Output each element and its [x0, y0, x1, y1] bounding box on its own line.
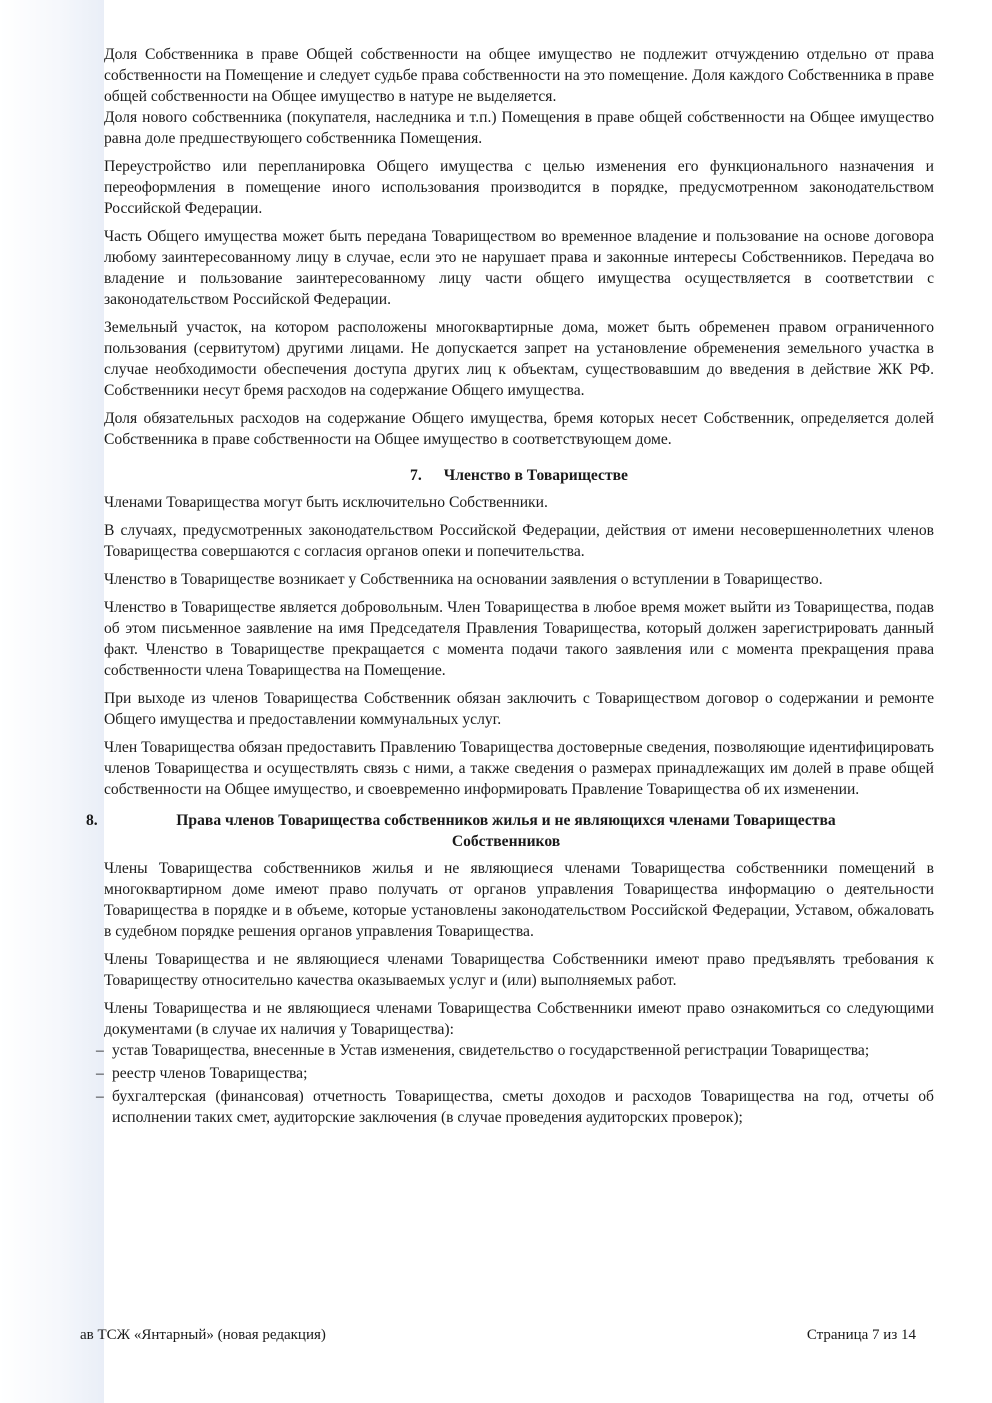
paragraph: Член Товарищества обязан предоставить Правлению Товарищества достоверные сведения, позволяющие идентифицировать членов Товарищества и осуществлять связь с ними, а также сведения о размерах принадлежащих им долей в праве общей собственности на Общее имущество, и своевременно информировать Правление Товарищества об их изменении. [104, 739, 934, 798]
paragraph: Переустройство или перепланировка Общего имущества с целью изменения его функционального назначения и переоформления в помещение иного использования производится в порядке, предусмотренном законодательством Российской Федерации. [104, 158, 934, 217]
section-title-line-1: Права членов Товарищества собственников жилья и не являющихся членами Товарищества [176, 812, 836, 829]
section-8-heading [86, 810, 934, 852]
list-dash-marker: – [96, 1042, 104, 1059]
paragraph: Члены Товарищества и не являющиеся членами Товарищества Собственники имеют право предъявлять требования к Товариществу относительно качества оказываемых услуг и (или) выполняемых работ. [104, 951, 934, 989]
paragraph: При выходе из членов Товарищества Собственник обязан заключить с Товариществом договор о содержании и ремонте Общего имущества и предоставлении коммунальных услуг. [104, 690, 934, 728]
section-title: Членство в Товариществе [443, 467, 628, 484]
list-item-text: реестр членов Товарищества; [112, 1065, 308, 1082]
list-item-text: устав Товарищества, внесенные в Устав изменения, свидетельство о государственной регистрации Товарищества; [112, 1042, 870, 1059]
footer-page-number: Страница 7 из 14 [806, 1327, 916, 1343]
section-number: 8. [86, 812, 98, 829]
paragraph: Доля обязательных расходов на содержание Общего имущества, бремя которых несет Собственник, определяется долей Собственника в праве собственности на Общее имущество в соответствующем доме. [104, 410, 934, 448]
section-number: 7. [410, 467, 422, 484]
paragraph: Члены Товарищества и не являющиеся членами Товарищества Собственники имеют право ознакомиться со следующими документами (в случае их наличия у Товарищества): [104, 1000, 934, 1038]
documents-list [96, 1040, 934, 1128]
paragraph: Членство в Товариществе возникает у Собственника на основании заявления о вступлении в Товарищество. [104, 571, 823, 588]
section-title-line-2: Собственников [451, 833, 561, 850]
scan-shadow-edge [0, 0, 104, 1403]
list-dash-marker: – [96, 1088, 104, 1105]
list-dash-marker: – [96, 1065, 104, 1082]
paragraph: Членство в Товариществе является добровольным. Член Товарищества в любое время может выйти из Товарищества, подав об этом письменное заявление на имя Председателя Правления Товарищества, который должен зарегистрировать данный факт. Членство в Товариществе прекращается с момента подачи такого заявления или с момента прекращения права собственности члена Товарищества на Помещение. [104, 599, 934, 679]
list-item [96, 1063, 934, 1084]
section-8-body [96, 858, 934, 1128]
list-item [96, 1086, 934, 1128]
paragraph: Членами Товарищества могут быть исключительно Собственники. [104, 494, 548, 511]
list-item [96, 1040, 934, 1061]
section-7-body [104, 492, 934, 800]
paragraph: Члены Товарищества собственников жилья и не являющиеся членами Товарищества собственники помещений в многоквартирном доме имеют право получать от органов управления Товарищества информацию о деятельности Товарищества в порядке и в объеме, которые установлены законодательством Российской Федерации, Уставом, обжаловать в судебном порядке решения органов управления Товарищества. [104, 860, 934, 940]
footer-document-title: ав ТСЖ «Янтарный» (новая редакция) [80, 1327, 326, 1343]
paragraph: Земельный участок, на котором расположены многоквартирные дома, может быть обременен правом ограниченного пользования (сервитутом) другими лицами. Не допускается запрет на установление обременения земельного участка в случае необходимости обеспечения доступа других лиц к объектам, существовавшим до введения в действие ЖК РФ. Собственники несут бремя расходов на содержание Общего имущества. [104, 319, 934, 399]
paragraph: Доля Собственника в праве Общей собственности на общее имущество не подлежит отчуждению отдельно от права собственности на Помещение и следует судьбе права собственности на это помещение. Доля каждого Собственника в праве общей собственности на Общее имущество в натуре не выделяется. [104, 46, 934, 105]
list-item-text: бухгалтерская (финансовая) отчетность Товарищества, сметы доходов и расходов Товарищества на год, отчеты об исполнении таких смет, аудиторские заключения (в случае проведения аудиторских проверок); [112, 1088, 934, 1126]
page-content [86, 44, 934, 1130]
paragraph: Доля нового собственника (покупателя, наследника и т.п.) Помещения в праве общей собственности на Общее имущество равна доле предшествующего собственника Помещения. [104, 109, 934, 147]
top-paragraphs [104, 44, 934, 450]
paragraph: В случаях, предусмотренных законодательством Российской Федерации, действия от имени несовершеннолетних членов Товарищества совершаются с согласия органов опеки и попечительства. [104, 522, 934, 560]
paragraph: Часть Общего имущества может быть передана Товариществом во временное владение и пользование на основе договора любому заинтересованному лицу в случае, если это не нарушает права и законные интересы Собственников. Передача во владение и пользование заинтересованному лицу части общего имущества осуществляется в соответствии с законодательством Российской Федерации. [104, 228, 934, 308]
section-7-heading [104, 465, 934, 486]
